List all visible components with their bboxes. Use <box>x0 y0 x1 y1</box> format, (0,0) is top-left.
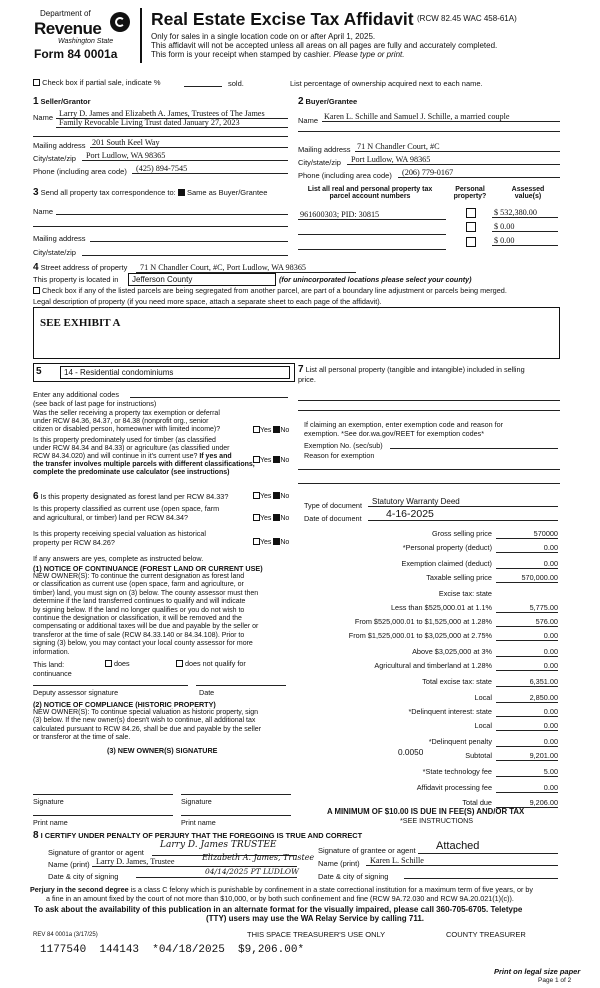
parcel-row3-number[interactable] <box>298 249 446 250</box>
page-number: Page 1 of 2 <box>538 977 572 984</box>
buyer-phone-rule <box>398 177 560 178</box>
reason-field-1[interactable] <box>298 469 560 470</box>
county-value: Jefferson County <box>132 275 193 284</box>
owner1-print-label: Print name <box>33 818 68 827</box>
exemption-claim-text: If claiming an exemption, enter exemption code and reason for exemption. *See dor.wa.gov/REET for exemption codes* <box>304 420 503 438</box>
calc-value-10[interactable]: 6,351.00 <box>529 677 558 686</box>
buyer-mail[interactable]: 71 N Chandler Court, #C <box>357 142 440 151</box>
parcel-row2-personal <box>466 222 476 233</box>
calc-label-4: Excise tax: state <box>438 589 492 598</box>
notice-continuance-text: NEW OWNER(S): To continue the current designation as forest land or classification as current use (open space, farm and agriculture, or timber) land, you must sign on (3) below. The county assessor must then determine if the land transferred continues to qualify and will indicate by signing below. If the land no longer qualifies or you do not wish to continue the designation or classification, it will be removed and the compensating or additional taxes will be due and payable by the seller or transferor at the time of sale (RCW 84.33.140 or 84.34.108). Prior to signing (3) below, you may contact your local county assessor for more information. <box>33 573 259 656</box>
addl-codes-field[interactable] <box>130 397 288 398</box>
grantor-date-rule <box>136 877 297 878</box>
does-option: does <box>105 659 130 668</box>
calc-value-13[interactable]: 0.00 <box>543 721 558 730</box>
header-line3: This form is your receipt when stamped by cashier. Please type or print. <box>151 50 405 59</box>
owner2-signature-label: Signature <box>181 797 212 806</box>
calc-label-9: Agricultural and timberland at 1.28% <box>374 661 492 670</box>
sec5-number: 5 <box>36 366 42 377</box>
calc-rule-7 <box>496 640 558 641</box>
grantee-date-label: Date & city of signing <box>318 872 389 881</box>
parcel-row3-personal-checkbox[interactable] <box>466 237 476 247</box>
seller-phone-rule <box>132 173 288 174</box>
sec3-name-field[interactable] <box>56 214 288 215</box>
calc-value-6[interactable]: 576.00 <box>535 617 558 626</box>
legal-size-note: Print on legal size paper <box>494 967 581 976</box>
calc-label-0: Gross selling price <box>431 529 492 538</box>
addl-codes-note: (see back of last page for instructions) <box>33 399 157 408</box>
calc-value-2[interactable]: 0.00 <box>543 559 558 568</box>
buyer-phone[interactable]: (206) 779-0167 <box>402 168 454 177</box>
buyer-city[interactable]: Port Ludlow, WA 98365 <box>351 155 431 164</box>
accessibility-line1: To ask about the availability of this publication in an alternate format for the visually impaired, please call 360-705-6705. Teletype <box>34 905 523 914</box>
unincorp-note: (for unincorporated locations please select your county) <box>279 275 472 284</box>
seller-mail-rule <box>90 147 288 148</box>
land-use-code-value: 14 - Residential condominiums <box>64 368 174 377</box>
sec3-mail-label: Mailing address <box>33 234 86 243</box>
does-not-checkbox[interactable] <box>176 660 183 667</box>
reason-field-2[interactable] <box>298 483 560 484</box>
calc-value-7[interactable]: 0.00 <box>543 631 558 640</box>
calc-label-3: Taxable selling price <box>426 573 492 582</box>
calc-value-18[interactable]: 9,206.00 <box>529 798 558 807</box>
calc-label-12: *Delinquent interest: state <box>408 707 492 716</box>
partial-sold-label: sold. <box>228 79 244 88</box>
certify-text: 8 I CERTIFY UNDER PENALTY OF PERJURY THAT THE FOREGOING IS TRUE AND CORRECT <box>33 830 363 841</box>
forest-yesno: Yes No <box>253 492 289 500</box>
personal-property-field-1[interactable] <box>298 400 560 401</box>
doc-type[interactable]: Statutory Warranty Deed <box>372 497 460 506</box>
seller-city[interactable]: Port Ludlow, WA 98365 <box>86 151 166 160</box>
revision-label: REV 84 0001a (3/17/25) <box>33 932 98 938</box>
owner2-print-label: Print name <box>181 818 216 827</box>
parcel-row3-personal <box>466 237 476 248</box>
treasurer-use-label: THIS SPACE TREASURER'S USE ONLY <box>247 930 386 939</box>
owner2-signature-field[interactable] <box>181 794 291 795</box>
this-land-label: This land: <box>33 660 65 669</box>
seller-phone[interactable]: (425) 894-7545 <box>136 164 188 173</box>
assessed-col-header: Assessed value(s) <box>511 186 545 200</box>
current-use-yesno: Yes No <box>253 514 289 522</box>
calc-rule-11 <box>496 702 558 703</box>
calc-value-15[interactable]: 9,201.00 <box>529 751 558 760</box>
treasurer-stamp: 1177540 144143 *04/18/2025 $9,206.00* <box>40 944 305 956</box>
parcel-row1-rule <box>298 219 446 220</box>
timber-question: Is this property predominately used for timber (as classified under RCW 84.34 and 84.33) or agriculture (as classified under RCW 84.34.020) and will continue in it's current use? If yes and the transfer involves multiple parcels with different classifications, complete the predominate use calculator (see instructions) <box>33 437 255 476</box>
calc-rule-6 <box>496 626 558 627</box>
owner1-signature-field[interactable] <box>33 794 173 795</box>
doc-type-rule <box>368 506 558 507</box>
sec3-heading: 3 Send all property tax correspondence to: Same as Buyer/Grantee <box>33 187 268 198</box>
calc-rule-5 <box>496 612 558 613</box>
calc-label-15: Subtotal <box>465 751 492 760</box>
exemption-question: Was the seller receiving a property tax exemption or deferral under RCW 84.36, 84.37, or 84.38 (nonprofit org., senior citizen or disabled person, homeowner with limited income)? <box>33 410 221 433</box>
owner1-print-field[interactable] <box>33 815 173 816</box>
parcel-row1-value[interactable]: $ 532,380.00 <box>494 208 537 217</box>
personal-property-field-2[interactable] <box>298 410 560 411</box>
grantor-name-label: Name (print) <box>48 860 90 869</box>
calc-value-0[interactable]: 570000 <box>533 529 558 538</box>
seller-city-rule <box>82 160 288 161</box>
forest-no[interactable] <box>273 492 280 499</box>
calc-value-5[interactable]: 5,775.00 <box>529 603 558 612</box>
grantee-sig-label: Signature of grantee or agent <box>318 846 416 855</box>
form-title: Real Estate Excise Tax Affidavit <box>151 9 414 29</box>
notice-compliance-title: (2) NOTICE OF COMPLIANCE (HISTORIC PROPERTY) <box>33 700 216 709</box>
parcel-row1-personal <box>466 208 476 219</box>
continuance-label: continuance <box>33 669 72 678</box>
timber-yes[interactable] <box>253 456 260 463</box>
sec3-city-field[interactable] <box>82 255 288 256</box>
property-street[interactable]: 71 N Chandler Court, #C, Port Ludlow, WA 98365 <box>140 263 307 272</box>
calc-label-11: Local <box>474 693 492 702</box>
form-number: Form 84 0001a <box>34 47 118 61</box>
seller-heading: 1 Seller/Grantor <box>33 96 91 107</box>
exemption-no-field[interactable] <box>390 448 558 449</box>
calc-label-18: Total due <box>462 798 492 807</box>
sec3-city-label: City/state/zip <box>33 248 76 257</box>
calc-rule-17 <box>496 792 558 793</box>
current-use-no[interactable] <box>273 514 280 521</box>
new-owner-signature-title: (3) NEW OWNER(S) SIGNATURE <box>107 746 218 755</box>
doc-date-label: Date of document <box>304 514 362 523</box>
grantee-name-label: Name (print) <box>318 859 360 868</box>
seller-name-line2[interactable]: Family Revocable Living Trust dated January 27, 2023 <box>59 118 240 127</box>
exemption-yesno: Yes No <box>253 426 289 434</box>
seller-mail[interactable]: 201 South Keel Way <box>92 138 160 147</box>
grantor-date-label: Date & city of signing <box>48 872 119 881</box>
county-select[interactable] <box>128 273 276 286</box>
sec5-box <box>33 363 295 382</box>
calc-label-1: *Personal property (deduct) <box>402 543 492 552</box>
grantee-signature[interactable]: Attached <box>436 840 480 852</box>
seller-name-line1[interactable]: Larry D. James and Elizabeth A. James, Trustees of The James <box>59 109 265 118</box>
calc-rule-0 <box>496 538 558 539</box>
local-rate[interactable]: 0.0050 <box>398 747 424 757</box>
answers-note: If any answers are yes, complete as instructed below. <box>33 554 204 563</box>
buyer-name-rule1 <box>322 121 560 122</box>
calc-rule-3 <box>496 582 558 583</box>
historic-yes[interactable] <box>253 538 260 545</box>
deputy-signature-field[interactable] <box>33 685 188 686</box>
segregated-row: Check box if any of the listed parcels are being segregated from another parcel, are part of a boundary line adjustment or parcels being merged. <box>33 286 507 295</box>
calc-value-16[interactable]: 5.00 <box>543 767 558 776</box>
land-use-code-select[interactable] <box>60 366 290 379</box>
buyer-mail-label: Mailing address <box>298 145 351 154</box>
seller-mail-label: Mailing address <box>33 141 86 150</box>
personal-col-header: Personal property? <box>453 186 487 200</box>
calc-label-6: From $525,000.01 to $1,525,000 at 1.28% <box>354 617 492 626</box>
buyer-city-rule <box>347 164 560 165</box>
grantor-date-city[interactable]: 04/14/2025 PT LUDLOW <box>205 867 299 876</box>
buyer-city-label: City/state/zip <box>298 158 341 167</box>
calc-value-1[interactable]: 0.00 <box>543 543 558 552</box>
grantee-date-field[interactable] <box>404 878 558 879</box>
calc-rule-2 <box>496 568 558 569</box>
buyer-phone-label: Phone (including area code) <box>298 171 392 180</box>
calc-label-5: Less than $525,000.01 at 1.1% <box>390 603 492 612</box>
doc-date-rule <box>368 520 558 521</box>
seller-phone-label: Phone (including area code) <box>33 167 127 176</box>
calc-rule-10 <box>496 686 558 687</box>
doc-type-label: Type of document <box>304 501 363 510</box>
legal-description-box[interactable] <box>33 307 560 359</box>
exemption-yes[interactable] <box>253 426 260 433</box>
exemption-no[interactable] <box>273 426 280 433</box>
parcel-row1-value-rule <box>492 217 558 218</box>
partial-percent-field[interactable] <box>184 86 222 87</box>
calc-rule-8 <box>496 656 558 657</box>
calc-value-14[interactable]: 0.00 <box>543 737 558 746</box>
segregated-checkbox[interactable] <box>33 287 40 294</box>
see-instructions: *SEE INSTRUCTIONS <box>400 816 474 825</box>
calc-value-3[interactable]: 570,000.00 <box>521 573 558 582</box>
calc-value-9[interactable]: 0.00 <box>543 661 558 670</box>
grantee-name-rule <box>366 865 558 866</box>
buyer-name[interactable]: Karen L. Schille and Samuel J. Schille, a married couple <box>324 112 510 121</box>
seller-name-label: Name <box>33 113 54 122</box>
grantor-signature[interactable]: Larry D. James TRUSTEE <box>160 840 277 850</box>
owner1-signature-label: Signature <box>33 797 64 806</box>
calc-label-17: Affidavit processing fee <box>416 783 492 792</box>
buyer-name-label: Name <box>298 116 319 125</box>
minimum-due-note: A MINIMUM OF $10.00 IS DUE IN FEE(S) AND/OR TAX <box>327 807 525 816</box>
calc-label-7: From $1,525,000.01 to $3,025,000 at 2.75% <box>348 631 492 640</box>
deputy-date-label: Date <box>199 688 215 697</box>
historic-no[interactable] <box>273 538 280 545</box>
parcel-row2-value[interactable]: $ 0.00 <box>494 222 515 231</box>
sec4-street-label: 4 Street address of property <box>33 262 128 273</box>
parcel-row1-number[interactable]: 961600303; PID: 30815 <box>300 210 380 219</box>
calc-value-12[interactable]: 0.00 <box>543 707 558 716</box>
legal-description-text: SEE EXHIBIT A <box>40 317 121 329</box>
calc-value-11[interactable]: 2,850.00 <box>529 693 558 702</box>
sec3-name-label: Name <box>33 207 54 216</box>
ownership-note: List percentage of ownership acquired next to each name. <box>290 79 483 88</box>
accessibility-line2: (TTY) users may use the WA Relay Service by calling 711. <box>206 914 425 923</box>
grantee-name[interactable]: Karen L. Schille <box>370 856 424 865</box>
does-checkbox[interactable] <box>105 660 112 667</box>
calc-label-10: Total excise tax: state <box>422 677 492 686</box>
doc-date[interactable]: 4-16-2025 <box>386 508 434 520</box>
parcel-col-header: List all real and personal property tax parcel account numbers <box>307 186 433 200</box>
reason-label: Reason for exemption <box>304 451 375 460</box>
calc-label-13: Local <box>474 721 492 730</box>
seller-name-rule2 <box>56 127 288 128</box>
calc-rule-9 <box>496 670 558 671</box>
buyer-name-rule2 <box>298 131 560 132</box>
calc-rule-14 <box>496 746 558 747</box>
sec3-rule2 <box>33 226 288 227</box>
seller-city-label: City/state/zip <box>33 154 76 163</box>
parcel-row1-personal-checkbox[interactable] <box>466 208 476 218</box>
partial-sale-checkbox[interactable] <box>33 79 40 86</box>
rcw-ref: (RCW 82.45 WAC 458-61A) <box>417 14 517 23</box>
forest-question: 6 Is this property designated as forest land per RCW 84.33? <box>33 491 229 502</box>
seller-rule3 <box>33 136 288 137</box>
notice-compliance-text: NEW OWNER(S): To continue special valuation as historic property, sign (3) below. If the new owner(s) doesn't wish to continue, all additional tax calculated pursuant to RCW 84.26, shall be due and payable by the seller or transferor at the time of sale. <box>33 709 262 742</box>
deputy-date-field[interactable] <box>196 685 286 686</box>
perjury-line1: Perjury in the second degree is a class C felony which is punishable by confinement in a state correctional institution for a maximum term of five years, or by <box>30 885 533 894</box>
calc-label-8: Above $3,025,000 at 3% <box>412 647 492 656</box>
current-use-question: Is this property classified as current use (open space, farm and agricultural, or timber) land per RCW 84.34? <box>33 504 220 522</box>
grantor-name[interactable]: Larry D. James, Trustee <box>96 857 175 866</box>
perjury-line2: a fine in an amount fixed by the court of not more than $10,000, or by both such confinement and fine (RCW 9A.72.030 and RCW 9A.20.021(1)(c)). <box>46 894 514 903</box>
timber-yesno: Yes No <box>253 456 289 464</box>
grantor-name-2[interactable]: Elizabeth A. James, Trustee <box>202 853 315 862</box>
does-not-option: does not qualify for <box>176 659 246 668</box>
same-as-buyer-checkbox[interactable] <box>178 189 185 196</box>
historic-yesno: Yes No <box>253 538 289 546</box>
calc-label-16: *State technology fee <box>422 767 492 776</box>
located-label: This property is located in <box>33 275 119 284</box>
buyer-mail-rule <box>355 151 560 152</box>
calc-label-14: *Delinquent penalty <box>428 737 492 746</box>
owner2-print-field[interactable] <box>181 815 291 816</box>
calc-rule-15 <box>496 760 558 761</box>
deputy-label: Deputy assessor signature <box>33 688 119 697</box>
partial-sale-row: Check box if partial sale, indicate % <box>33 78 161 87</box>
calc-label-2: Exemption claimed (deduct) <box>401 559 492 568</box>
calc-rule-16 <box>496 776 558 777</box>
notice-continuance-title: (1) NOTICE OF CONTINUANCE (FOREST LAND OR CURRENT USE) <box>33 564 263 573</box>
parcel-row2-value-rule <box>492 231 558 232</box>
calc-value-8[interactable]: 0.00 <box>543 647 558 656</box>
addl-codes-label: Enter any additional codes <box>33 390 119 399</box>
buyer-heading: 2 Buyer/Grantee <box>298 96 358 107</box>
calc-rule-1 <box>496 552 558 553</box>
forest-yes[interactable] <box>253 492 260 499</box>
parcel-row3-value-rule <box>492 245 558 246</box>
historic-question: Is this property receiving special valuation as historical property per RCW 84.26? <box>33 529 206 547</box>
header-divider <box>140 8 142 63</box>
timber-no[interactable] <box>273 456 280 463</box>
county-treasurer-label: COUNTY TREASURER <box>446 930 526 939</box>
revenue-logo-icon <box>110 12 130 32</box>
exemption-no-label: Exemption No. (sec/sub) <box>304 441 383 450</box>
grantor-sig-label: Signature of grantor or agent <box>48 848 144 857</box>
dept-label: Department of <box>40 9 91 18</box>
parcel-row2-number[interactable] <box>298 234 446 235</box>
legal-desc-label: Legal description of property (if you need more space, attach a separate sheet to each page of the affidavit). <box>33 297 382 306</box>
sec7-text: 7 List all personal property (tangible and intangible) included in selling price. <box>298 364 525 384</box>
sec3-mail-field[interactable] <box>90 241 288 242</box>
header-line1: Only for sales in a single location code on or after April 1, 2025. <box>151 32 376 41</box>
header-line2: This affidavit will not be accepted unless all areas on all pages are fully and accurately completed. <box>151 41 498 50</box>
parcel-row2-personal-checkbox[interactable] <box>466 222 476 232</box>
current-use-yes[interactable] <box>253 514 260 521</box>
grantee-sig-rule <box>418 853 558 854</box>
calc-value-17[interactable]: 0.00 <box>543 783 558 792</box>
state-label: Washington State <box>58 38 114 45</box>
calc-rule-12 <box>496 716 558 717</box>
calc-rule-13 <box>496 730 558 731</box>
revenue-logo-text: Revenue <box>34 19 102 38</box>
parcel-row3-value[interactable]: $ 0.00 <box>494 236 515 245</box>
